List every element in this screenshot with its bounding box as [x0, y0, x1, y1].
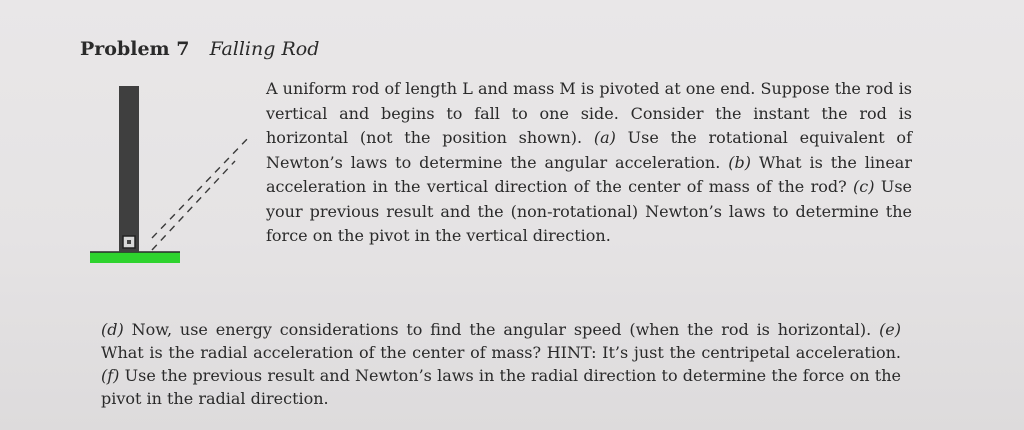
part-a-text: Use the rotational equivalent of Newton’s laws to determine the angular acceleration.	[266, 128, 912, 172]
part-e-label: (e)	[879, 320, 902, 339]
problem-text-part2	[101, 318, 901, 410]
fall-path-dashed-line-lower	[152, 161, 235, 250]
part-c-text: Use your previous result and the (non-rotational) Newton’s laws to determine the force on the pivot in the vertical direction.	[266, 177, 913, 245]
rod	[119, 86, 139, 252]
fall-path-dashed-line-upper	[152, 136, 250, 238]
problem-title: Falling Rod	[209, 38, 320, 60]
part-b-label: (b)	[728, 152, 751, 172]
part-f-label: (f)	[101, 366, 120, 385]
ground	[90, 252, 180, 263]
part-e-text: What is the radial acceleration of the center of mass? HINT: It’s just the centripetal acceleration.	[101, 343, 901, 362]
intro-text: A uniform rod of length L and mass M is pivoted at one end. Suppose the rod is vertical and begins to fall to one side. Consider the instant the rod is horizontal (not the position shown).	[266, 79, 912, 147]
part-b-text: What is the linear acceleration in the vertical direction of the center of mass of the rod?	[266, 152, 912, 196]
part-f-text: Use the previous result and Newton’s laws in the radial direction to determine the force on the pivot in the radial direction.	[101, 366, 901, 408]
problem-label: Problem 7	[80, 38, 190, 60]
pivot-center	[127, 240, 131, 244]
problem-text-part1	[266, 77, 912, 249]
part-a-label: (a)	[593, 128, 616, 147]
problem-heading	[80, 38, 319, 60]
falling-rod-figure	[90, 84, 250, 269]
part-d-label: (d)	[101, 320, 124, 339]
part-c-label: (c)	[853, 177, 875, 196]
part-d-text: Now, use energy considerations to find the angular speed (when the rod is horizontal).	[123, 320, 872, 339]
